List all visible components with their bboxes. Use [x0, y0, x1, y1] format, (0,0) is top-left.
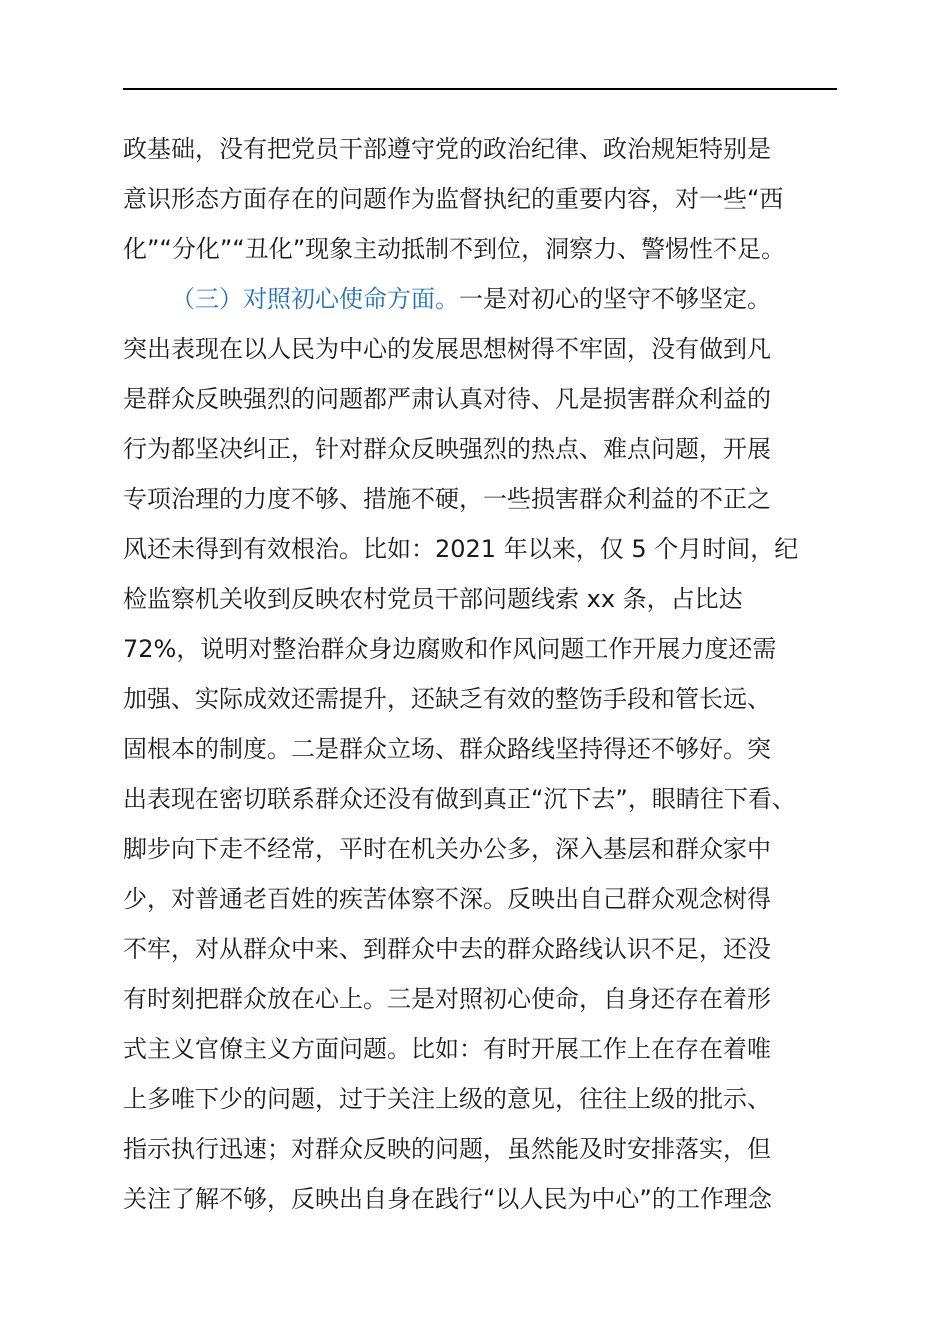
paragraph-line: 固根本的制度。二是群众立场、群众路线坚持得还不够好。突: [123, 735, 771, 763]
paragraph-line: 加强、实际成效还需提升，还缺乏有效的整饬手段和管长远、: [123, 685, 771, 713]
paragraph-line: 出表现在密切联系群众还没有做到真正“沉下去”，眼睛往下看、: [123, 785, 796, 813]
paragraph-line: 风还未得到有效根治。比如：2021 年以来，仅 5 个月时间，纪: [123, 535, 799, 563]
paragraph-line: 意识形态方面存在的问题作为监督执纪的重要内容，对一些“西: [123, 185, 784, 213]
paragraph-line: 指示执行迅速；对群众反映的问题，虽然能及时安排落实，但: [123, 1135, 771, 1163]
paragraph-line: 脚步向下走不经常，平时在机关办公多，深入基层和群众家中: [123, 835, 771, 863]
paragraph-line: 有时刻把群众放在心上。三是对照初心使命，自身还存在着形: [123, 985, 771, 1013]
section-heading: （三）对照初心使命方面。: [171, 285, 459, 313]
header-rule: [123, 88, 837, 90]
paragraph-line: 不牢，对从群众中来、到群众中去的群众路线认识不足，还没: [123, 935, 771, 963]
paragraph-line: 检监察机关收到反映农村党员干部问题线索 xx 条，占比达: [123, 585, 743, 613]
paragraph-line: 是群众反映强烈的问题都严肃认真对待、凡是损害群众利益的: [123, 385, 771, 413]
paragraph-line: 化”“分化”“丑化”现象主动抵制不到位，洞察力、警惕性不足。: [123, 235, 786, 263]
section-heading-line: [171, 274, 771, 324]
paragraph-line: 突出表现在以人民为中心的发展思想树得不牢固，没有做到凡: [123, 335, 771, 363]
paragraph-line: 式主义官僚主义方面问题。比如：有时开展工作上在存在着唯: [123, 1035, 771, 1063]
paragraph-line: 专项治理的力度不够、措施不硬，一些损害群众利益的不正之: [123, 485, 771, 513]
paragraph-line: 少，对普通老百姓的疾苦体察不深。反映出自己群众观念树得: [123, 885, 771, 913]
section-heading-text: 一是对初心的坚守不够坚定。: [459, 285, 771, 313]
paragraph-line: 关注了解不够，反映出自身在践行“以人民为中心”的工作理念: [123, 1185, 772, 1213]
paragraph-line: 行为都坚决纠正，针对群众反映强烈的热点、难点问题，开展: [123, 435, 771, 463]
paragraph-line: 72%，说明对整治群众身边腐败和作风问题工作开展力度还需: [123, 635, 777, 663]
paragraph-line: 上多唯下少的问题，过于关注上级的意见，往往上级的批示、: [123, 1085, 771, 1113]
paragraph-line: 政基础，没有把党员干部遵守党的政治纪律、政治规矩特别是: [123, 135, 771, 163]
